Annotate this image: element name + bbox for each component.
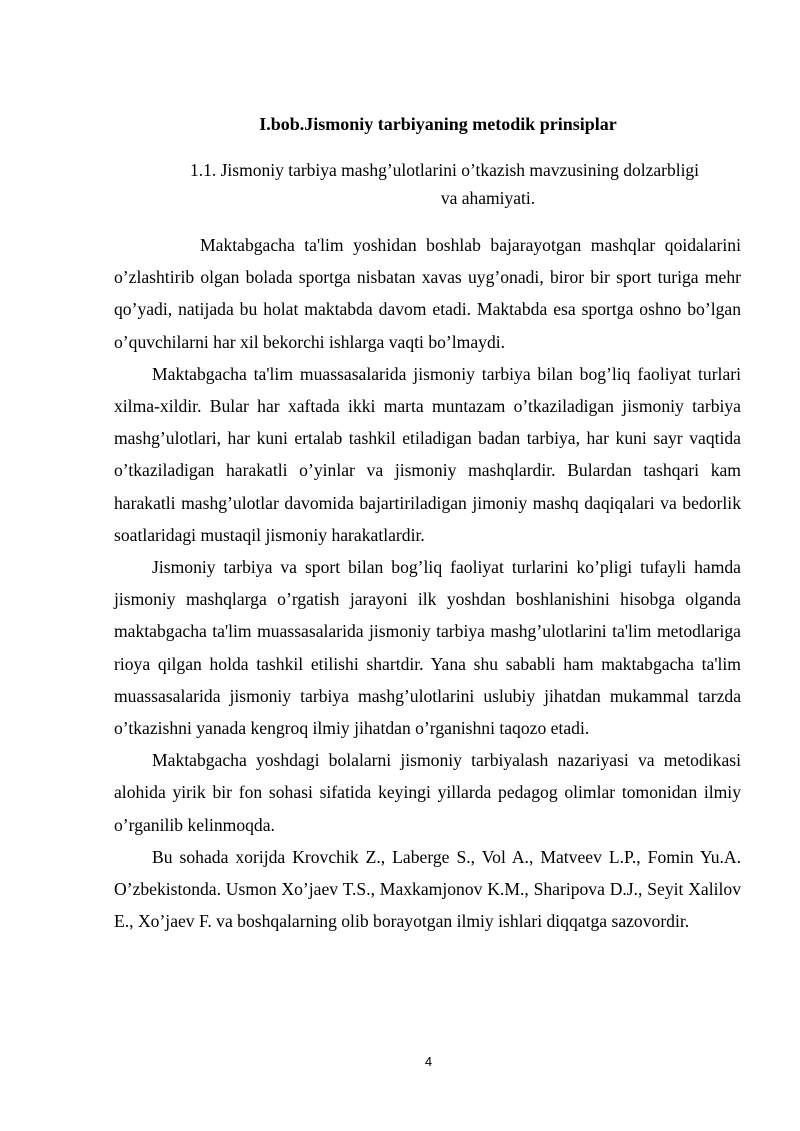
section-title-line2: va ahamiyati.: [440, 188, 536, 208]
paragraph: Maktabgacha yoshdagi bolalarni jismoniy tarbiyalash nazariyasi va metodikasi alohida yirik bir fon sohasi sifatida keyingi yillarda pedagog olimlar tomonidan ilmiy o’rganilib kelinmoqda.: [114, 750, 741, 835]
paragraph: Bu sohada xorijda Krovchik Z., Laberge S., Vol A., Matveev L.P., Fomin Yu.A. O’zbekistonda. Usmon Xo’jaev T.S., Maxkamjonov K.M., Sharipova D.J., Seyit Xalilov E., Xo’jaev F. va boshqalarning olib borayotgan ilmiy ishlari diqqatga sazovordir.: [114, 846, 741, 932]
paragraph: Jismoniy tarbiya va sport bilan bog’liq faoliyat turlarini ko’pligi tufayli hamda jismoniy mashqlarga o’rgatish jarayoni ilk yoshdan boshlanishini hisobga olganda maktabgacha ta'lim muassasalarida jismoniy tarbiya mashg’ulotlarini ta'lim metodlariga rioya qilgan holda tashkil etilishi shartdir. Yana shu sababli ham maktabgacha ta'lim muassasalarida jismoniy tarbiya mashg’ulotlarini uslubiy jihatdan mukammal tarzda o’tkazishni yanada kengroq ilmiy jihatdan o’rganishni taqozo etadi.: [114, 557, 741, 739]
paragraph: Maktabgacha ta'lim muassasalarida jismoniy tarbiya bilan bog’liq faoliyat turlari xilma-xildir. Bular har xaftada ikki marta muntazam o’tkaziladigan jismoniy tarbiya mashg’ulotlari, har kuni ertalab tashkil etiladigan badan tarbiya, har kuni sayr vaqtida o’tkaziladigan harakatli o’yinlar va jismoniy mashqlardir. Bulardan tashqari kam harakatli mashg’ulotlar davomida bajartiriladigan jimoniy mashq daqiqalari va bedorlik soatlaridagi mustaqil jismoniy harakatlardir.: [114, 363, 741, 545]
section-title: [190, 156, 746, 212]
body-text: [114, 229, 741, 937]
page-number: 4: [424, 1054, 433, 1069]
paragraph: Maktabgacha ta'lim yoshidan boshlab bajarayotgan mashqlar qoidalarini o’zlashtirib olgan bolada sportga nisbatan xavas uyg’onadi, biror bir sport turiga mehr qo’yadi, natijada bu holat maktabda davom etadi. Maktabda esa sportga oshno bo’lgan o’quvchilarni har xil bekorchi ishlarga vaqti bo’lmaydi.: [114, 235, 741, 352]
section-title-line1: 1.1. Jismoniy tarbiya mashg’ulotlarini o’tkazish mavzusining dolzarbligi: [190, 160, 700, 180]
chapter-title: I.bob.Jismoniy tarbiyaning metodik prinsiplar: [259, 114, 617, 134]
